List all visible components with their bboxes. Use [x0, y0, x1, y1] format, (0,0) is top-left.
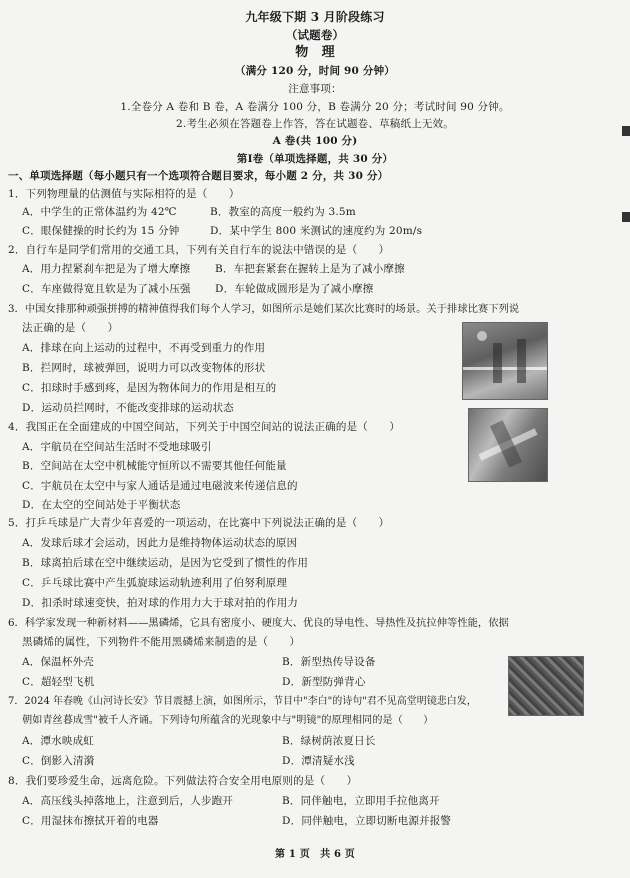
volleyball-net — [463, 367, 547, 370]
q2-option-c: C．车座做得宽且软是为了减小压强 — [22, 283, 191, 295]
q1-option-b: B．教室的高度一般约为 3.5m — [210, 206, 356, 218]
q3-option-b: B．拦网时，球被弹回，说明力可以改变物体的形状 — [22, 362, 266, 374]
q7-option-b: B．绿树荫浓夏日长 — [282, 735, 376, 747]
q1-option-a: A．中学生的正常体温约为 42℃ — [22, 206, 177, 218]
q1-option-c: C．眼保健操的时长约为 15 分钟 — [22, 225, 180, 237]
q2-option-a: A．用力捏紧刹车把是为了增大摩擦 — [22, 263, 191, 275]
q6-option-b: B．新型热传导设备 — [282, 656, 376, 668]
scan-edge-mark — [622, 126, 630, 136]
q4-option-d: D．在太空的空间站处于平衡状态 — [22, 499, 181, 511]
exam-title: 九年级下期 3 月阶段练习 — [245, 10, 385, 24]
q8-option-a: A．高压线头掉落地上，注意到后，人步跑开 — [22, 795, 234, 807]
q6-option-d: D．新型防弹背心 — [282, 676, 366, 688]
q3-option-c: C．扣球时手感到疼，是因为物体间力的作用是相互的 — [22, 382, 277, 394]
q6-stem-line-2: 黑磷烯的属性，下列物件不能用黑磷烯来制造的是（ ） — [22, 636, 301, 648]
volleyball-photo — [462, 322, 548, 400]
instruction: 一、单项选择题（每小题只有一个选项符合题目要求，每小题 2 分，共 30 分） — [8, 170, 389, 182]
q3-stem-line-2: 法正确的是（ ） — [22, 322, 119, 334]
q6-option-c: C．超轻型飞机 — [22, 676, 95, 688]
q8-option-d: D．同伴触电，立即切断电源并报警 — [282, 815, 452, 827]
score-time: （满分 120 分，时间 90 分钟） — [235, 65, 395, 77]
q7-option-a: A．潭水映成虹 — [22, 735, 94, 747]
player-figure — [517, 339, 526, 383]
q2-stem: 2．自行车是同学们常用的交通工具，下列有关自行车的说法中错误的是（ ） — [8, 244, 390, 256]
q4-stem: 4．我国正在全面建成的中国空间站，下列关于中国空间站的说法正确的是（ ） — [8, 421, 401, 433]
q4-option-b: B．空间站在太空中机械能守恒所以不需要其他任何能量 — [22, 460, 287, 472]
q6-option-a: A．保温杯外壳 — [22, 656, 94, 668]
q3-stem-line-1: 3．中国女排那种顽强拼搏的精神值得我们每个人学习，如图所示是她们某次比赛时的场景。关于排球比赛下列说 — [8, 303, 520, 315]
q5-option-d: D．扣杀时球速变快，拍对球的作用力大于球对拍的作用力 — [22, 597, 299, 609]
q7-stem-line-2: 朝如青丝暮成雪"被千人齐诵。下列诗句所蕴含的光现象中与"明镜"的原理相同的是（ ） — [22, 715, 434, 726]
space-station-photo — [468, 408, 548, 482]
volleyball-ball — [477, 331, 487, 341]
notice-line-1: 1.全卷分 A 卷和 B 卷，A 卷满分 100 分，B 卷满分 20 分；考试时间 90 分钟。 — [120, 101, 510, 113]
notice-line-2: 2.考生必须在答题卷上作答，答在试题卷、草稿纸上无效。 — [176, 118, 454, 130]
subject-title: 物 理 — [295, 45, 335, 60]
page-number: 第 1 页 共 6 页 — [274, 849, 356, 860]
section-a-title: A 卷(共 100 分) — [272, 135, 358, 147]
q1-stem: 1．下列物理量的估测值与实际相符的是（ ） — [8, 188, 240, 200]
spring-gala-photo — [508, 656, 584, 716]
q7-option-d: D．潭清疑水浅 — [282, 755, 355, 767]
q1-option-d: D．某中学生 800 米测试的速度约为 20m/s — [210, 225, 423, 237]
q5-stem: 5．打乒乓球是广大青少年喜爱的一项运动，在比赛中下列说法正确的是（ ） — [8, 517, 390, 529]
q3-option-d: D．运动员拦网时，不能改变排球的运动状态 — [22, 402, 234, 414]
q2-option-d: D．车轮做成圆形是为了减小摩擦 — [215, 283, 374, 295]
q7-option-c: C．倒影入清漪 — [22, 755, 95, 767]
part-1-title: 第Ⅰ卷（单项选择题，共 30 分） — [236, 153, 394, 165]
q2-option-b: B．车把套紧套在握转上是为了减小摩擦 — [215, 263, 405, 275]
notice-title: 注意事项： — [288, 83, 342, 95]
scan-edge-mark — [622, 212, 630, 222]
player-figure — [493, 343, 502, 383]
q8-option-c: C．用湿抹布擦拭开着的电器 — [22, 815, 159, 827]
q4-option-a: A．宇航员在空间站生活时不受地球吸引 — [22, 441, 212, 453]
q8-option-b: B．同伴触电，立即用手拉他离开 — [282, 795, 440, 807]
exam-subtitle: （试题卷） — [285, 28, 345, 42]
q6-stem-line-1: 6．科学家发现一种新材料——黑磷烯，它具有密度小、硬度大、优良的导电性、导热性及抗拉伸等性能，依据 — [8, 617, 509, 629]
q5-option-a: A．发球后球才会运动，因此力是维持物体运动状态的原因 — [22, 537, 298, 549]
q8-stem: 8．我们要珍爱生命，远离危险。下列做法符合安全用电原则的是（ ） — [8, 775, 358, 787]
q7-stem-line-1: 7．2024 年春晚《山河诗长安》节目震撼上演，如图所示，节目中"李白"的诗句"君不见高堂明镜悲白发， — [8, 696, 477, 707]
q5-option-b: B．球离拍后球在空中继续运动，是因为它受到了惯性的作用 — [22, 557, 309, 569]
q5-option-c: C．乒乓球比赛中产生弧旋球运动轨迹利用了伯努利原理 — [22, 577, 288, 589]
q4-option-c: C．宇航员在太空中与家人通话是通过电磁波来传递信息的 — [22, 480, 298, 492]
q3-option-a: A．排球在向上运动的过程中，不再受到重力的作用 — [22, 342, 266, 354]
